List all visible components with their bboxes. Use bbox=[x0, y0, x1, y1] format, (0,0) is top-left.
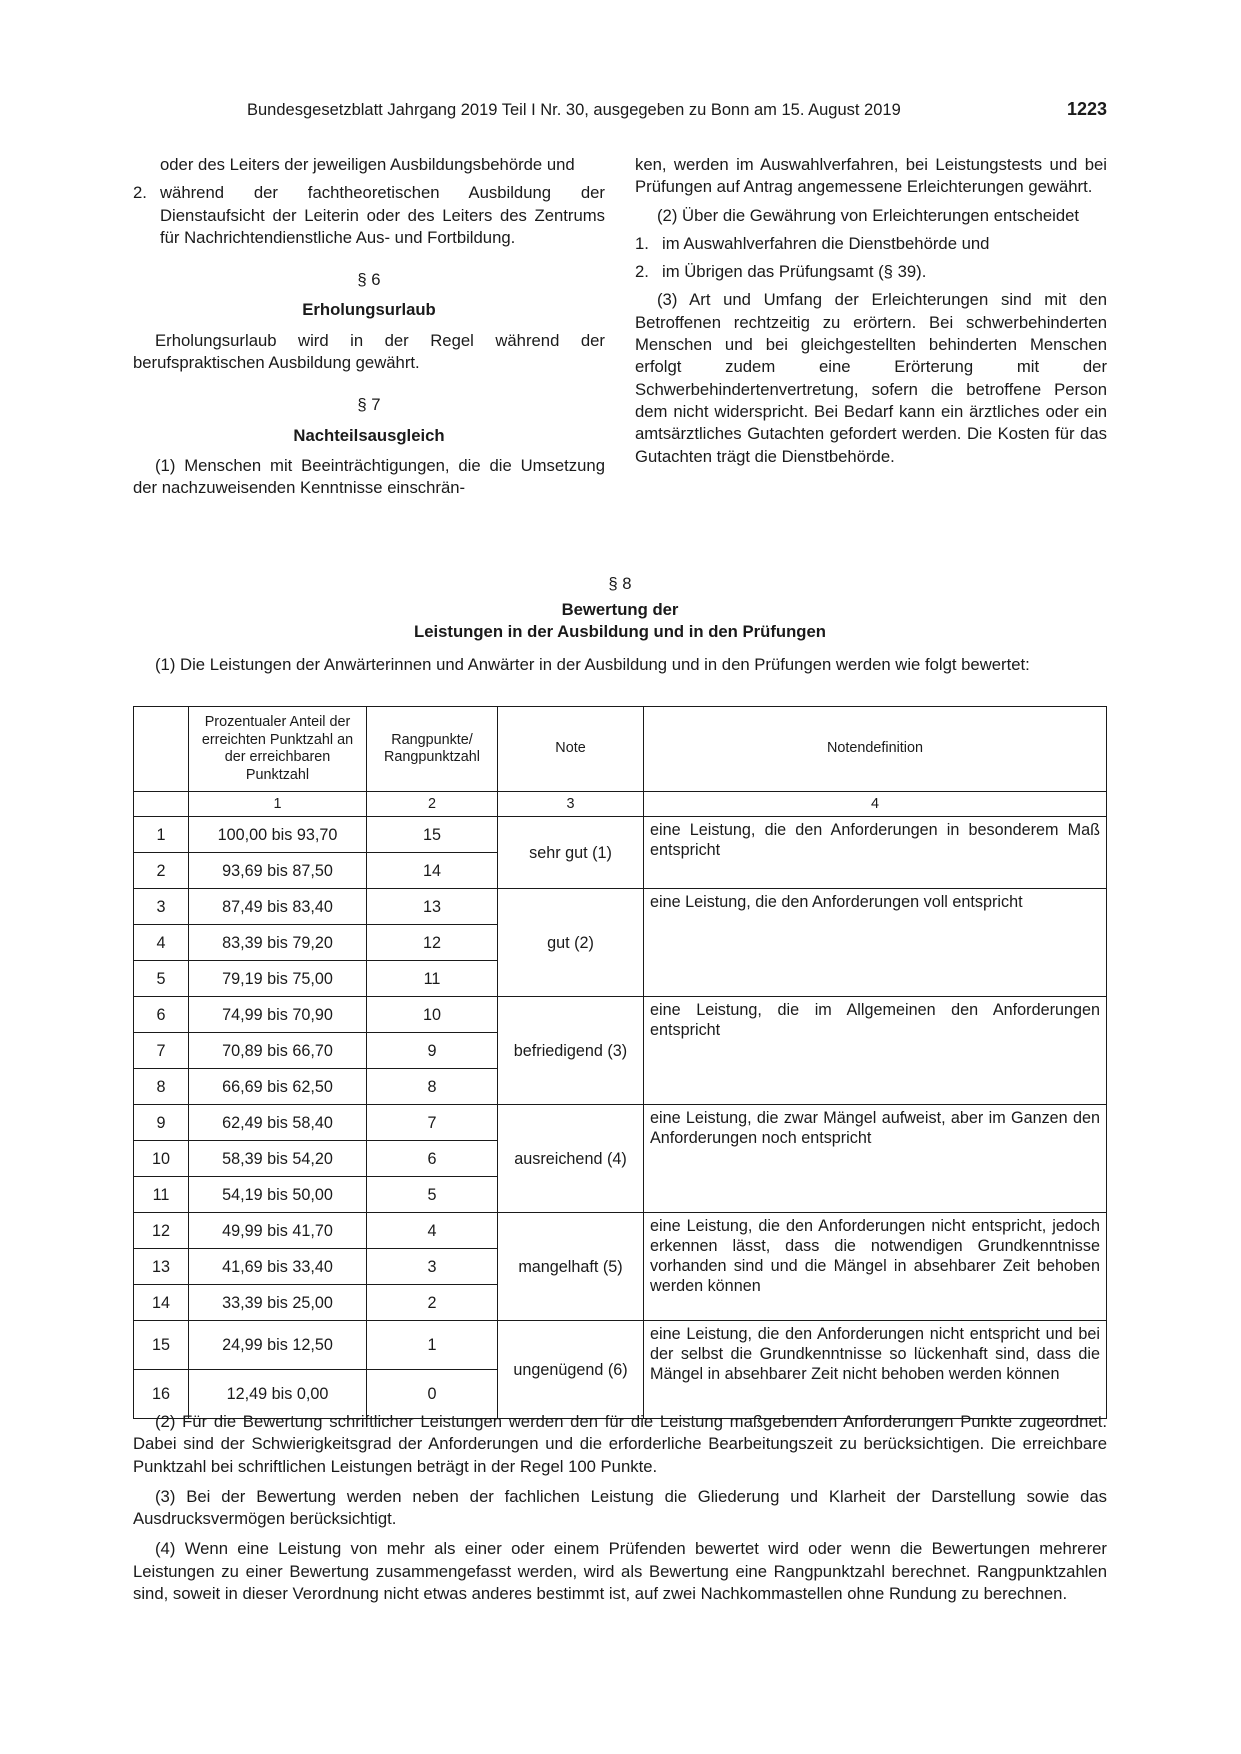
rank-points-cell: 6 bbox=[367, 1141, 498, 1177]
rank-points-cell: 3 bbox=[367, 1249, 498, 1285]
list-item bbox=[635, 261, 1107, 283]
column-number-row bbox=[134, 792, 1107, 817]
rank-points-cell: 11 bbox=[367, 961, 498, 997]
table-header: Note bbox=[498, 707, 644, 792]
paragraph: (1) Die Leistungen der Anwärterinnen und Anwärter in der Ausbildung und in den Prüfungen werden wie folgt bewertet: bbox=[155, 655, 1030, 674]
list-text: im Auswahlverfahren die Dienstbehörde und bbox=[662, 233, 990, 253]
section-number: § 8 bbox=[608, 574, 632, 593]
row-number-cell: 16 bbox=[134, 1370, 189, 1419]
rank-points-cell: 15 bbox=[367, 817, 498, 853]
list-text: im Übrigen das Prüfungsamt (§ 39). bbox=[662, 262, 927, 282]
row-number-cell: 10 bbox=[134, 1141, 189, 1177]
rank-points-cell: 10 bbox=[367, 997, 498, 1033]
table-row bbox=[134, 997, 1107, 1033]
table-row bbox=[134, 1321, 1107, 1370]
list-continuation: oder des Leiters der jeweiligen Ausbildungsbehörde und bbox=[160, 155, 575, 174]
paragraph: Erholungsurlaub wird in der Regel während der berufspraktischen Ausbildung gewährt. bbox=[133, 330, 605, 373]
percent-cell: 83,39 bis 79,20 bbox=[189, 925, 367, 961]
row-number-cell: 14 bbox=[134, 1285, 189, 1321]
rank-points-cell: 5 bbox=[367, 1177, 498, 1213]
percent-cell: 49,99 bis 41,70 bbox=[189, 1213, 367, 1249]
list-text: während der fachtheoretischen Ausbildung der Dienstaufsicht der Leiterin oder des Leiters des Zentrums für Nachrichtendienstliche Aus- und Fortbildung. bbox=[160, 183, 605, 247]
percent-cell: 24,99 bis 12,50 bbox=[189, 1321, 367, 1370]
paragraph: (3) Art und Umfang der Erleichterungen sind mit den Betroffenen rechtzeitig zu erörtern. Bei schwerbehinderten Menschen und bei gleichgestellten behinderten Menschen erfolgt zudem eine Erörterung mit der Schwerbehindertenvertretung, sofern die betroffene Person dem nicht widerspricht. Bei Bedarf kann ein ärztliches oder ein amtsärztliches Gutachten gefordert werden. Die Kosten für das Gutachten trägt die Dienstbehörde. bbox=[635, 290, 1107, 466]
rank-points-cell: 14 bbox=[367, 853, 498, 889]
row-number-cell: 2 bbox=[134, 853, 189, 889]
rank-points-cell: 9 bbox=[367, 1033, 498, 1069]
rank-points-cell: 13 bbox=[367, 889, 498, 925]
grade-definition-cell: eine Leistung, die zwar Mängel aufweist, aber im Ganzen den Anforderungen noch entspricht bbox=[644, 1105, 1107, 1213]
percent-cell: 74,99 bis 70,90 bbox=[189, 997, 367, 1033]
grade-definition-cell: eine Leistung, die den Anforderungen nicht entspricht, jedoch erkennen lässt, dass die notwendigen Grundkenntnisse vorhanden sind und die Mängel in absehbarer Zeit behoben werden können bbox=[644, 1213, 1107, 1321]
percent-cell: 87,49 bis 83,40 bbox=[189, 889, 367, 925]
row-number-cell: 3 bbox=[134, 889, 189, 925]
percent-cell: 12,49 bis 0,00 bbox=[189, 1370, 367, 1419]
grade-cell: gut (2) bbox=[498, 889, 644, 997]
section-8-heading bbox=[133, 573, 1107, 643]
column-number bbox=[134, 792, 189, 817]
table-header-row bbox=[134, 707, 1107, 792]
rank-points-cell: 8 bbox=[367, 1069, 498, 1105]
column-number: 2 bbox=[367, 792, 498, 817]
row-number-cell: 13 bbox=[134, 1249, 189, 1285]
paragraph: (2) Über die Gewährung von Erleichterungen entscheidet bbox=[657, 205, 1080, 225]
paragraph: ken, werden im Auswahlverfahren, bei Leistungstests und bei Prüfungen auf Antrag angemessene Erleichterungen gewährt. bbox=[635, 155, 1107, 197]
list-number: 1. bbox=[635, 233, 649, 253]
grade-definition-cell: eine Leistung, die den Anforderungen nicht entspricht und bei der selbst die Grundkenntnisse so lückenhaft sind, dass die Mängel in absehbarer Zeit nicht behoben werden können bbox=[644, 1321, 1107, 1419]
right-column bbox=[635, 154, 1107, 474]
rank-points-cell: 12 bbox=[367, 925, 498, 961]
rank-points-cell: 4 bbox=[367, 1213, 498, 1249]
row-number-cell: 4 bbox=[134, 925, 189, 961]
row-number-cell: 11 bbox=[134, 1177, 189, 1213]
percent-cell: 79,19 bis 75,00 bbox=[189, 961, 367, 997]
grade-definition-cell: eine Leistung, die im Allgemeinen den Anforderungen entspricht bbox=[644, 997, 1107, 1105]
column-number: 1 bbox=[189, 792, 367, 817]
rank-points-cell: 0 bbox=[367, 1370, 498, 1419]
table-header: Notendefinition bbox=[644, 707, 1107, 792]
percent-cell: 58,39 bis 54,20 bbox=[189, 1141, 367, 1177]
section-number: § 7 bbox=[357, 395, 381, 415]
paragraph: (3) Bei der Bewertung werden neben der fachlichen Leistung die Gliederung und Klarheit der Darstellung sowie das Ausdrucksvermögen berücksichtigt. bbox=[133, 1486, 1107, 1529]
section-title: Erholungsurlaub bbox=[302, 300, 436, 320]
row-number-cell: 8 bbox=[134, 1069, 189, 1105]
grade-cell: sehr gut (1) bbox=[498, 817, 644, 889]
percent-cell: 66,69 bis 62,50 bbox=[189, 1069, 367, 1105]
percent-cell: 62,49 bis 58,40 bbox=[189, 1105, 367, 1141]
grade-cell: mangelhaft (5) bbox=[498, 1213, 644, 1321]
section-title: Nachteilsausgleich bbox=[293, 425, 445, 445]
page-number: 1223 bbox=[1066, 99, 1107, 119]
table-header: Rangpunkte/ Rangpunktzahl bbox=[367, 707, 498, 792]
table-row bbox=[134, 889, 1107, 925]
column-number: 4 bbox=[644, 792, 1107, 817]
grade-cell: ausreichend (4) bbox=[498, 1105, 644, 1213]
paragraph: (4) Wenn eine Leistung von mehr als einer oder einem Prüfenden bewertet wird oder wenn die Bewertungen mehrerer Leistungen zu einer Bewertung zusammengefasst werden, wird als Bewertung eine Rangpunktzahl berechnet. Rangpunktzahlen sind, soweit in dieser Verordnung nicht etwas anderes bestimmt ist, auf zwei Nachkommastellen ohne Rundung zu berechnen. bbox=[133, 1539, 1107, 1604]
row-number-cell: 5 bbox=[134, 961, 189, 997]
percent-cell: 54,19 bis 50,00 bbox=[189, 1177, 367, 1213]
list-number: 2. bbox=[133, 183, 147, 203]
row-number-cell: 12 bbox=[134, 1213, 189, 1249]
rank-points-cell: 1 bbox=[367, 1321, 498, 1370]
grade-cell: befriedigend (3) bbox=[498, 997, 644, 1105]
list-item bbox=[133, 182, 605, 249]
row-number-cell: 6 bbox=[134, 997, 189, 1033]
rank-points-cell: 2 bbox=[367, 1285, 498, 1321]
section-title: Bewertung der bbox=[561, 600, 679, 619]
percent-cell: 33,39 bis 25,00 bbox=[189, 1285, 367, 1321]
row-number-cell: 15 bbox=[134, 1321, 189, 1370]
rank-points-cell: 7 bbox=[367, 1105, 498, 1141]
list-item bbox=[635, 233, 1107, 255]
footer-paragraphs bbox=[133, 1411, 1107, 1613]
table-row bbox=[134, 817, 1107, 853]
percent-cell: 93,69 bis 87,50 bbox=[189, 853, 367, 889]
column-number: 3 bbox=[498, 792, 644, 817]
table-header bbox=[134, 707, 189, 792]
row-number-cell: 1 bbox=[134, 817, 189, 853]
list-number: 2. bbox=[635, 262, 649, 282]
table-row bbox=[134, 1105, 1107, 1141]
grade-definition-cell: eine Leistung, die den Anforderungen in besonderem Maß entspricht bbox=[644, 817, 1107, 889]
grade-cell: ungenügend (6) bbox=[498, 1321, 644, 1419]
paragraph: (2) Für die Bewertung schriftlicher Leistungen werden den für die Leistung maßgebenden Anforderungen Punkte zugeordnet. Dabei sind der Schwierigkeitsgrad der Anforderungen und die erforderliche Bearbeitungszeit zu berücksichtigen. Die erreichbare Punktzahl bei schriftlichen Leistungen beträgt in der Regel 100 Punkte. bbox=[133, 1412, 1107, 1476]
section-number: § 6 bbox=[357, 270, 381, 290]
running-header bbox=[247, 101, 1107, 120]
percent-cell: 70,89 bis 66,70 bbox=[189, 1033, 367, 1069]
table-row bbox=[134, 1213, 1107, 1249]
table-header: Prozentualer Anteil der erreichten Punktzahl an der erreichbaren Punktzahl bbox=[189, 707, 367, 792]
section-title: Leistungen in der Ausbildung und in den Prüfungen bbox=[414, 622, 826, 641]
row-number-cell: 9 bbox=[134, 1105, 189, 1141]
running-title: Bundesgesetzblatt Jahrgang 2019 Teil I Nr. 30, ausgegeben zu Bonn am 15. August 2019 bbox=[247, 101, 901, 119]
percent-cell: 41,69 bis 33,40 bbox=[189, 1249, 367, 1285]
row-number-cell: 7 bbox=[134, 1033, 189, 1069]
grading-table bbox=[133, 706, 1107, 1419]
percent-cell: 100,00 bis 93,70 bbox=[189, 817, 367, 853]
grade-definition-cell: eine Leistung, die den Anforderungen voll entspricht bbox=[644, 889, 1107, 997]
left-column bbox=[133, 154, 605, 506]
paragraph: (1) Menschen mit Beeinträchtigungen, die die Umsetzung der nachzuweisenden Kenntnisse einschrän- bbox=[133, 455, 605, 498]
